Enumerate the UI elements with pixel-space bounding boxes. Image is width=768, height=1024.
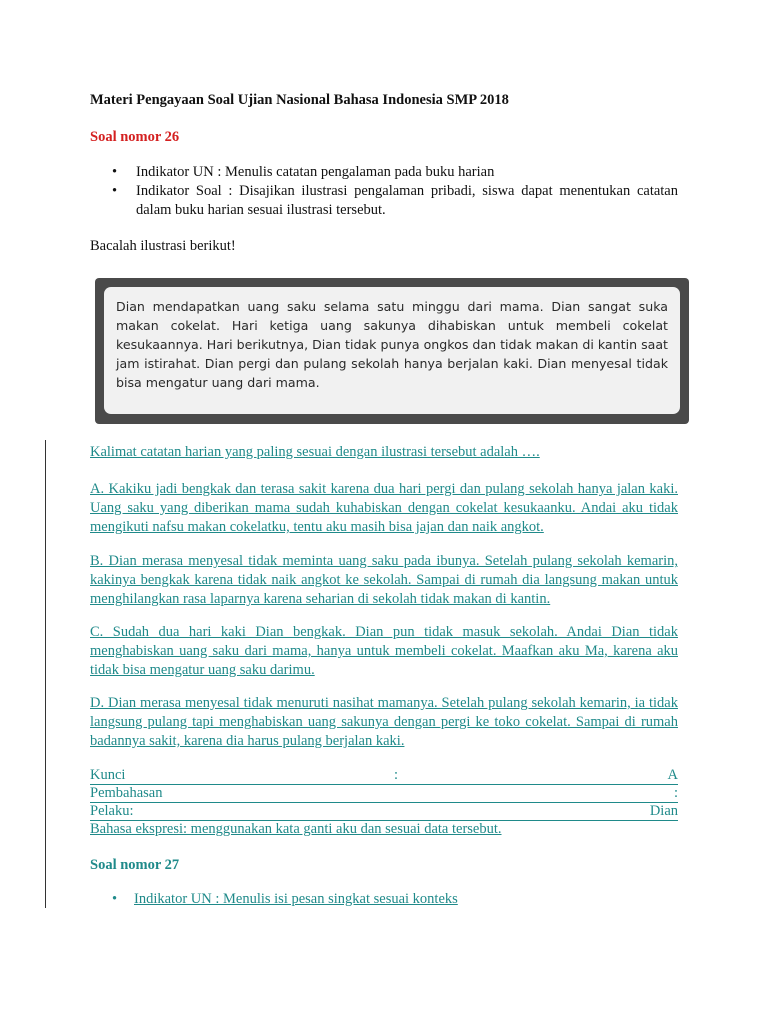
pembahasan-separator: :	[673, 785, 678, 801]
kunci-label: Kunci	[90, 767, 126, 783]
indicator-un-27[interactable]	[112, 891, 458, 908]
illustration-frame	[95, 278, 689, 424]
page-title: Materi Pengayaan Soal Ujian Nasional Bahasa Indonesia SMP 2018	[90, 92, 509, 108]
indicator-soal-text: Indikator Soal : Disajikan ilustrasi pengalaman pribadi, siswa dapat menentukan catatan dalam buku harian sesuai ilustrasi tersebut.	[136, 183, 678, 218]
indicator-un-text: Indikator UN : Menulis catatan pengalaman pada buku harian	[136, 164, 495, 180]
question-text[interactable]: Kalimat catatan harian yang paling sesuai dengan ilustrasi tersebut adalah ….	[90, 444, 540, 460]
pelaku-label: Pelaku:	[90, 803, 134, 819]
pelaku-row[interactable]	[90, 802, 678, 821]
pembahasan-label: Pembahasan	[90, 785, 163, 801]
section-heading-27: Soal nomor 27	[90, 857, 180, 873]
bullet-icon: •	[112, 891, 118, 907]
option-d[interactable]: D. Dian merasa menyesal tidak menuruti nasihat mamanya. Setelah pulang sekolah kemarin, ia tidak langsung pulang tapi menghabiskan uang sakunya dengan pergi ke toko cokelat. Sampai di rumah badannya sakit, karena dia harus pulang berjalan kaki.	[90, 695, 678, 749]
kunci-value: A	[667, 767, 678, 783]
illustration-text: Dian mendapatkan uang saku selama satu minggu dari mama. Dian sangat suka makan cokelat. Hari ketiga uang sakunya dihabiskan untuk membeli cokelat kesukaannya. Hari berikutnya, Dian tidak punya ongkos dan tidak makan di kantin saat jam istirahat. Dian pergi dan pulang sekolah hanya berjalan kaki. Dian menyesal tidak bisa mengatur uang dari mama.	[104, 287, 680, 414]
indicator-soal	[90, 182, 678, 220]
option-c[interactable]: C. Sudah dua hari kaki Dian bengkak. Dian pun tidak masuk sekolah. Andai Dian tidak menghabiskan uang saku dari mama, hanya untuk membeli cokelat. Maafkan aku Ma, karena aku tidak bisa mengatur uang saku darimu.	[90, 624, 678, 678]
kunci-separator: :	[394, 767, 399, 783]
pelaku-value: Dian	[649, 803, 678, 819]
bullet-icon: •	[112, 164, 118, 180]
indicator-un-27-text: Indikator UN : Menulis isi pesan singkat sesuai konteks	[134, 891, 458, 907]
indicator-list	[90, 163, 678, 220]
option-b[interactable]: B. Dian merasa menyesal tidak meminta uang saku pada ibunya. Setelah pulang sekolah kemarin, kakinya bengkak karena tidak naik angkot ke sekolah. Sampai di rumah dia langsung makan untuk menghilangkan rasa laparnya karena seharian di sekolah tidak makan di kantin.	[90, 553, 678, 607]
margin-line	[45, 440, 46, 908]
section-heading-26: Soal nomor 26	[90, 129, 180, 145]
indicator-un	[90, 163, 678, 182]
pembahasan-row[interactable]	[90, 784, 678, 803]
bullet-icon: •	[112, 183, 118, 199]
option-a[interactable]: A. Kakiku jadi bengkak dan terasa sakit karena dua hari pergi dan pulang sekolah hanya jalan kaki. Uang saku yang diberikan mama sudah kuhabiskan dengan cokelat kesukaanku. Andai aku tidak mengikuti nafsu makan cokelatku, tentu aku masih bisa jajan dan naik angkot.	[90, 481, 678, 535]
bahasa-ekspresi[interactable]: Bahasa ekspresi: menggunakan kata ganti aku dan sesuai data tersebut.	[90, 821, 502, 837]
instruction: Bacalah ilustrasi berikut!	[90, 238, 236, 254]
kunci-row[interactable]	[90, 766, 678, 785]
